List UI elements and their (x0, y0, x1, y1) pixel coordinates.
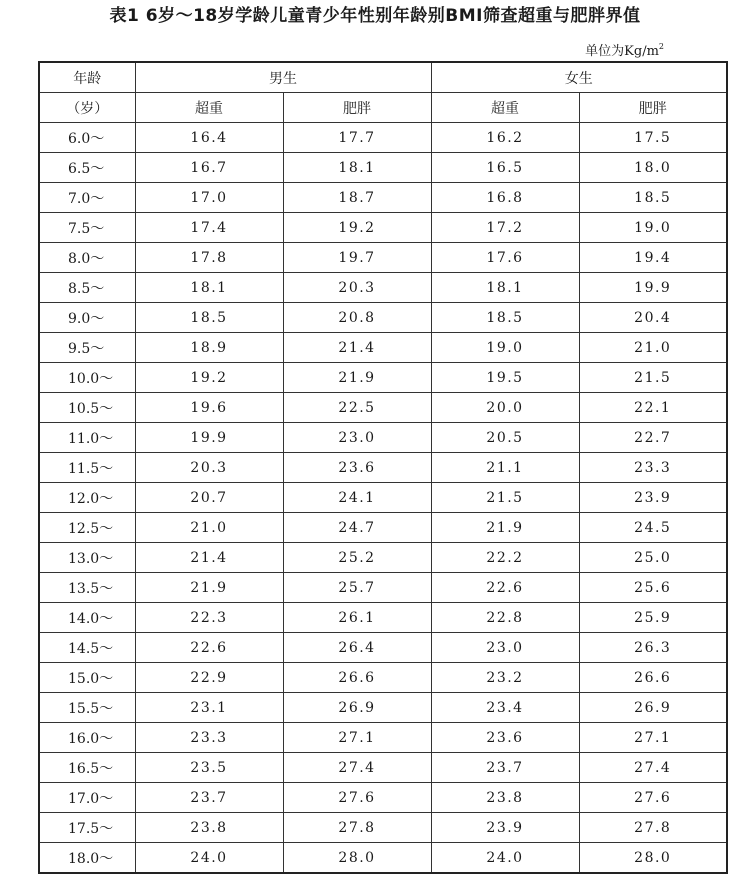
age-header-line2: （岁） (39, 93, 135, 123)
girls-obese-cell: 22.7 (579, 423, 727, 453)
boys-obese-cell: 24.7 (283, 513, 431, 543)
table-row (39, 813, 727, 843)
age-cell: 16.5～ (39, 753, 135, 783)
girls-overweight-cell: 24.0 (431, 843, 579, 874)
boys-overweight-cell: 24.0 (135, 843, 283, 874)
boys-obese-cell: 23.6 (283, 453, 431, 483)
header-row-subheaders (39, 93, 727, 123)
boys-overweight-cell: 21.9 (135, 573, 283, 603)
girls-obese-cell: 19.4 (579, 243, 727, 273)
girls-overweight-cell: 16.2 (431, 123, 579, 153)
table-row (39, 363, 727, 393)
table-row (39, 153, 727, 183)
girls-overweight-cell: 22.2 (431, 543, 579, 573)
table-row (39, 183, 727, 213)
age-cell: 13.5～ (39, 573, 135, 603)
girls-obese-cell: 26.9 (579, 693, 727, 723)
boys-obese-cell: 21.4 (283, 333, 431, 363)
group-header-boys: 男生 (135, 62, 431, 93)
girls-overweight-cell: 22.6 (431, 573, 579, 603)
boys-overweight-cell: 22.9 (135, 663, 283, 693)
table-row (39, 663, 727, 693)
boys-obese-cell: 17.7 (283, 123, 431, 153)
boys-obese-cell: 25.7 (283, 573, 431, 603)
bmi-table (38, 61, 728, 874)
table-row (39, 753, 727, 783)
table-row (39, 573, 727, 603)
boys-obese-cell: 19.2 (283, 213, 431, 243)
age-cell: 6.5～ (39, 153, 135, 183)
boys-obese-cell: 23.0 (283, 423, 431, 453)
girls-obese-cell: 22.1 (579, 393, 727, 423)
girls-overweight-cell: 16.8 (431, 183, 579, 213)
boys-obese-cell: 24.1 (283, 483, 431, 513)
subheader-boys-obese: 肥胖 (283, 93, 431, 123)
table-row (39, 633, 727, 663)
table-row (39, 303, 727, 333)
girls-obese-cell: 21.5 (579, 363, 727, 393)
boys-obese-cell: 25.2 (283, 543, 431, 573)
boys-overweight-cell: 17.0 (135, 183, 283, 213)
age-cell: 10.0～ (39, 363, 135, 393)
unit-text: 单位为Kg/m (585, 44, 659, 59)
girls-overweight-cell: 22.8 (431, 603, 579, 633)
unit-note (585, 38, 664, 61)
girls-obese-cell: 24.5 (579, 513, 727, 543)
age-cell: 16.0～ (39, 723, 135, 753)
age-cell: 18.0～ (39, 843, 135, 874)
table-body (39, 123, 727, 874)
table-row (39, 483, 727, 513)
boys-overweight-cell: 18.9 (135, 333, 283, 363)
boys-overweight-cell: 20.3 (135, 453, 283, 483)
girls-obese-cell: 25.9 (579, 603, 727, 633)
age-cell: 8.5～ (39, 273, 135, 303)
age-cell: 10.5～ (39, 393, 135, 423)
boys-overweight-cell: 23.7 (135, 783, 283, 813)
age-cell: 15.5～ (39, 693, 135, 723)
table-row (39, 453, 727, 483)
age-cell: 9.0～ (39, 303, 135, 333)
boys-obese-cell: 26.9 (283, 693, 431, 723)
subheader-boys-overweight: 超重 (135, 93, 283, 123)
girls-obese-cell: 23.9 (579, 483, 727, 513)
girls-overweight-cell: 20.0 (431, 393, 579, 423)
age-cell: 17.0～ (39, 783, 135, 813)
girls-obese-cell: 27.6 (579, 783, 727, 813)
girls-overweight-cell: 18.5 (431, 303, 579, 333)
girls-obese-cell: 17.5 (579, 123, 727, 153)
girls-obese-cell: 26.3 (579, 633, 727, 663)
girls-obese-cell: 28.0 (579, 843, 727, 874)
age-cell: 14.5～ (39, 633, 135, 663)
girls-obese-cell: 21.0 (579, 333, 727, 363)
girls-overweight-cell: 23.2 (431, 663, 579, 693)
boys-overweight-cell: 16.4 (135, 123, 283, 153)
boys-obese-cell: 19.7 (283, 243, 431, 273)
age-cell: 11.5～ (39, 453, 135, 483)
boys-obese-cell: 27.8 (283, 813, 431, 843)
girls-obese-cell: 25.6 (579, 573, 727, 603)
boys-overweight-cell: 23.5 (135, 753, 283, 783)
boys-overweight-cell: 16.7 (135, 153, 283, 183)
boys-obese-cell: 22.5 (283, 393, 431, 423)
age-cell: 7.5～ (39, 213, 135, 243)
table-row (39, 723, 727, 753)
girls-obese-cell: 20.4 (579, 303, 727, 333)
boys-overweight-cell: 21.4 (135, 543, 283, 573)
boys-obese-cell: 18.1 (283, 153, 431, 183)
age-cell: 9.5～ (39, 333, 135, 363)
girls-overweight-cell: 23.4 (431, 693, 579, 723)
girls-obese-cell: 27.8 (579, 813, 727, 843)
boys-overweight-cell: 23.3 (135, 723, 283, 753)
boys-obese-cell: 27.6 (283, 783, 431, 813)
table-row (39, 333, 727, 363)
age-cell: 12.0～ (39, 483, 135, 513)
table-row (39, 603, 727, 633)
girls-overweight-cell: 17.6 (431, 243, 579, 273)
group-header-girls: 女生 (431, 62, 727, 93)
boys-overweight-cell: 22.3 (135, 603, 283, 633)
age-cell: 7.0～ (39, 183, 135, 213)
boys-obese-cell: 28.0 (283, 843, 431, 874)
unit-superscript: 2 (658, 42, 664, 51)
age-cell: 13.0～ (39, 543, 135, 573)
boys-overweight-cell: 22.6 (135, 633, 283, 663)
boys-overweight-cell: 17.4 (135, 213, 283, 243)
girls-overweight-cell: 23.0 (431, 633, 579, 663)
boys-overweight-cell: 23.1 (135, 693, 283, 723)
table-row (39, 843, 727, 874)
boys-obese-cell: 26.6 (283, 663, 431, 693)
girls-overweight-cell: 17.2 (431, 213, 579, 243)
table-row (39, 693, 727, 723)
girls-overweight-cell: 19.5 (431, 363, 579, 393)
boys-obese-cell: 20.3 (283, 273, 431, 303)
boys-obese-cell: 26.4 (283, 633, 431, 663)
subheader-girls-obese: 肥胖 (579, 93, 727, 123)
page-title: 表1 6岁～18岁学龄儿童青少年性别年龄别BMI筛查超重与肥胖界值 (109, 6, 641, 26)
age-cell: 11.0～ (39, 423, 135, 453)
girls-overweight-cell: 21.1 (431, 453, 579, 483)
girls-overweight-cell: 23.7 (431, 753, 579, 783)
age-header-line1: 年龄 (39, 62, 135, 93)
boys-overweight-cell: 18.5 (135, 303, 283, 333)
boys-overweight-cell: 23.8 (135, 813, 283, 843)
boys-overweight-cell: 17.8 (135, 243, 283, 273)
table-row (39, 783, 727, 813)
boys-overweight-cell: 21.0 (135, 513, 283, 543)
girls-obese-cell: 18.5 (579, 183, 727, 213)
girls-overweight-cell: 19.0 (431, 333, 579, 363)
table-row (39, 273, 727, 303)
boys-obese-cell: 26.1 (283, 603, 431, 633)
girls-overweight-cell: 18.1 (431, 273, 579, 303)
table-row (39, 243, 727, 273)
age-cell: 17.5～ (39, 813, 135, 843)
age-cell: 15.0～ (39, 663, 135, 693)
boys-overweight-cell: 18.1 (135, 273, 283, 303)
table-row (39, 513, 727, 543)
boys-overweight-cell: 19.6 (135, 393, 283, 423)
age-cell: 12.5～ (39, 513, 135, 543)
girls-obese-cell: 19.0 (579, 213, 727, 243)
boys-obese-cell: 20.8 (283, 303, 431, 333)
boys-obese-cell: 21.9 (283, 363, 431, 393)
boys-obese-cell: 27.1 (283, 723, 431, 753)
age-cell: 14.0～ (39, 603, 135, 633)
boys-overweight-cell: 20.7 (135, 483, 283, 513)
girls-obese-cell: 27.4 (579, 753, 727, 783)
subheader-girls-overweight: 超重 (431, 93, 579, 123)
boys-obese-cell: 18.7 (283, 183, 431, 213)
girls-overweight-cell: 20.5 (431, 423, 579, 453)
girls-obese-cell: 26.6 (579, 663, 727, 693)
girls-obese-cell: 27.1 (579, 723, 727, 753)
girls-obese-cell: 19.9 (579, 273, 727, 303)
girls-overweight-cell: 23.8 (431, 783, 579, 813)
table-row (39, 423, 727, 453)
age-cell: 6.0～ (39, 123, 135, 153)
table-row (39, 213, 727, 243)
girls-overweight-cell: 16.5 (431, 153, 579, 183)
girls-overweight-cell: 23.9 (431, 813, 579, 843)
girls-obese-cell: 23.3 (579, 453, 727, 483)
table-row (39, 123, 727, 153)
girls-obese-cell: 18.0 (579, 153, 727, 183)
girls-overweight-cell: 21.9 (431, 513, 579, 543)
boys-overweight-cell: 19.9 (135, 423, 283, 453)
boys-overweight-cell: 19.2 (135, 363, 283, 393)
girls-overweight-cell: 21.5 (431, 483, 579, 513)
girls-obese-cell: 25.0 (579, 543, 727, 573)
girls-overweight-cell: 23.6 (431, 723, 579, 753)
table-row (39, 393, 727, 423)
age-cell: 8.0～ (39, 243, 135, 273)
table-row (39, 543, 727, 573)
boys-obese-cell: 27.4 (283, 753, 431, 783)
header-row-groups (39, 62, 727, 93)
